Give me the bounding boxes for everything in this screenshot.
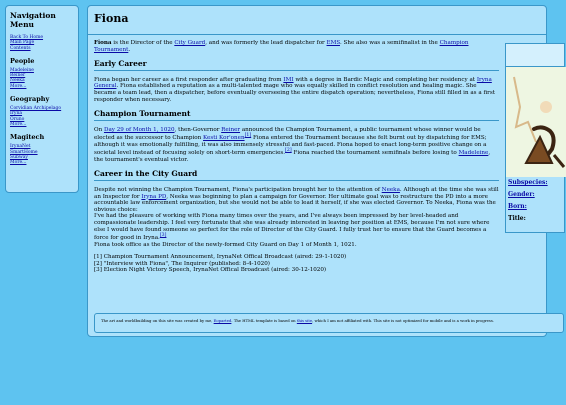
champion-text: , the tournament's eventual victor. bbox=[94, 150, 491, 163]
intro-paragraph bbox=[94, 40, 499, 53]
site-footer bbox=[94, 313, 564, 333]
reference-item: [3] Election Night Victory Speech, IrynaNet Offical Broadcast (aired: 30-12-1020) bbox=[94, 267, 327, 274]
sidebar-link-iryna[interactable]: Iryna bbox=[10, 111, 23, 117]
sidebar-heading-geography: Geography bbox=[10, 95, 50, 104]
footer-text: , which I am not affiliated with. This site is not optimized for mobile and is a work in progress. bbox=[312, 318, 494, 323]
link-neeka[interactable]: Neeka bbox=[381, 187, 400, 194]
link-imi[interactable]: IMI bbox=[283, 76, 294, 83]
sidebar-link-oruno[interactable]: Oruno bbox=[10, 116, 25, 122]
portrait-illustration bbox=[506, 67, 566, 177]
link-iryna-general[interactable]: Iryna General bbox=[94, 76, 492, 90]
sidebar-link-people-more[interactable]: More... bbox=[10, 83, 27, 89]
intro-text: is the Director of the bbox=[111, 40, 175, 46]
infobox-title-label: Title: bbox=[508, 215, 526, 222]
sidebar-link-magitech-more[interactable]: More... bbox=[10, 160, 27, 166]
neeka-quote bbox=[94, 213, 499, 241]
link-kesti[interactable]: Kesti Kor'onen bbox=[203, 135, 245, 142]
intro-name: Fiona bbox=[94, 40, 112, 46]
link-iryna-pd[interactable]: Iryna PD bbox=[141, 193, 167, 200]
sidebar-link-back-home[interactable]: Back To Home bbox=[10, 35, 44, 40]
link-madeleine[interactable]: Madeleine bbox=[458, 150, 489, 157]
champion-text: , then-Governor bbox=[174, 126, 222, 133]
sidebar-link-corvidian[interactable]: Corvidian Archipelago bbox=[10, 106, 62, 112]
city-guard-paragraph bbox=[94, 187, 499, 213]
citation-1[interactable]: [1] bbox=[244, 133, 252, 139]
intro-text: , and was formerly the lead dispatcher for bbox=[205, 40, 327, 46]
link-author[interactable]: Eoparted bbox=[213, 318, 232, 323]
sidebar-title: Navigation Menu bbox=[10, 11, 56, 29]
infobox-header bbox=[506, 44, 564, 67]
sidebar-link-geography-more[interactable]: More... bbox=[10, 121, 27, 127]
sidebar-link-main-page[interactable]: Main Page bbox=[10, 40, 35, 46]
early-career-text: with a degree in Bardic Magic and completing her residency at bbox=[293, 76, 477, 83]
sidebar-link-irynanet[interactable]: IrynaNet bbox=[10, 144, 31, 150]
title-divider bbox=[88, 34, 546, 35]
champion-text: On bbox=[94, 126, 104, 133]
intro-text: . bbox=[128, 46, 131, 53]
reference-item: [1] Champion Tournament Announcement, IrynaNet Offical Broadcast (aired: 29-1-1020) bbox=[94, 254, 347, 261]
early-career-text: . Fiona established a reputation as a multi-talented mage who was equally skilled in conflict resolution and healing magic. She became a team lead, then a dispatcher, before eventually overseeing the entire dispatch operation; nevertheless, Fiona still filled in as a first responder when necessary. bbox=[94, 83, 495, 103]
footer-text: . The HTML template is based on bbox=[231, 318, 297, 323]
link-born[interactable]: Born: bbox=[508, 203, 527, 210]
link-ems[interactable]: EMS bbox=[326, 40, 340, 46]
early-career-paragraph bbox=[94, 77, 499, 103]
heading-champion-tournament: Champion Tournament bbox=[94, 111, 499, 121]
link-city-guard[interactable]: City Guard bbox=[174, 40, 206, 46]
champion-text: announced the Champion Tournament, a public tournament whose winner would be elected as the successor to Champion bbox=[94, 126, 481, 142]
heading-early-career: Early Career bbox=[94, 61, 499, 71]
city-guard-text: Despite not winning the Champion Tournament, Fiona's participation brought her to the attention of bbox=[94, 187, 382, 194]
character-infobox bbox=[505, 43, 565, 233]
sidebar-link-madeleine[interactable]: Madeleine bbox=[10, 67, 34, 73]
quote-text: I've had the pleasure of working with Fiona many times over the years, and I've always been impressed by her level-headed and compassionate leadership. I feel very fortunate that she was already interested in leaving her position at EMS, because I'm not sure where else I would have found someone so perfect for the role of Director of the City Guard. I fully trust her to ensure that the Guard becomes a force for good in Iryna. bbox=[94, 213, 490, 242]
early-career-text: Fiona began her career as a first responder after graduating from bbox=[94, 76, 284, 83]
sidebar-link-reiner[interactable]: Reiner bbox=[10, 73, 26, 79]
navigation-sidebar bbox=[5, 5, 79, 193]
infobox-subspecies-label[interactable] bbox=[506, 177, 564, 189]
sidebar-heading-magitech: Magitech bbox=[10, 133, 45, 142]
sidebar-link-subway[interactable]: Subway bbox=[10, 154, 28, 160]
champion-paragraph bbox=[94, 127, 499, 164]
references-list bbox=[94, 254, 499, 274]
infobox-gender-label[interactable] bbox=[506, 189, 564, 201]
article-panel bbox=[87, 5, 547, 337]
link-reiner[interactable]: Reiner bbox=[221, 126, 241, 133]
champion-text: Fiona entered the Tournament because she felt burnt out by dispatching for EMS; although it was emotionally fulfilling, it was also immensely stressful and fast-paced. Fiona hoped to enact long-term positive change on a societal level instead of focusing solely on short-term emergencies. bbox=[94, 135, 487, 157]
intro-text: . She also was a semifinalist in the bbox=[339, 40, 440, 46]
city-guard-text: , Neeka was beginning to plan a campaign for Governor. Her ultimate goal was to restructure the PD into a more accountable law enforcement organization, but she would not be able to lead it herself, if she was elected Governor. To Neeka, Fiona was the obvious choice: bbox=[94, 193, 496, 213]
sidebar-link-smarthome[interactable]: SmartHome bbox=[10, 149, 38, 155]
closing-paragraph: Fiona took office as the Director of the newly-formed City Guard on Day 1 of Month 1, 1021. bbox=[94, 241, 357, 248]
footer-text: The art and worldbuilding on this site was created by me, bbox=[101, 318, 214, 323]
infobox-born-label[interactable] bbox=[506, 201, 564, 213]
sidebar-link-contents[interactable]: Contents bbox=[10, 45, 31, 51]
heading-city-guard: Career in the City Guard bbox=[94, 171, 499, 181]
city-guard-text: . Although at the time she was still an Inspector for bbox=[94, 187, 499, 200]
sidebar-heading-people: People bbox=[10, 56, 35, 65]
character-portrait bbox=[506, 67, 564, 177]
page-title: Fiona bbox=[94, 12, 129, 25]
link-gender[interactable]: Gender: bbox=[508, 191, 535, 198]
sidebar-link-neeka[interactable]: Neeka bbox=[10, 78, 25, 84]
link-champion-tournament[interactable]: Champion Tournament bbox=[94, 40, 469, 53]
citation-3[interactable]: [3] bbox=[159, 233, 167, 239]
link-subspecies[interactable]: Subspecies: bbox=[508, 179, 548, 186]
article-content bbox=[94, 40, 499, 274]
reference-item: [2] "Interview with Fiona", The Inquirer (published: 8-4-1020) bbox=[94, 260, 270, 267]
link-date-announcement[interactable]: Day 29 of Month 1, 1020 bbox=[103, 126, 175, 133]
link-template-source[interactable]: this site bbox=[296, 318, 313, 323]
citation-2[interactable]: [2] bbox=[285, 148, 292, 154]
champion-text: Fiona reached the tournament semifinals before losing to bbox=[291, 150, 459, 157]
